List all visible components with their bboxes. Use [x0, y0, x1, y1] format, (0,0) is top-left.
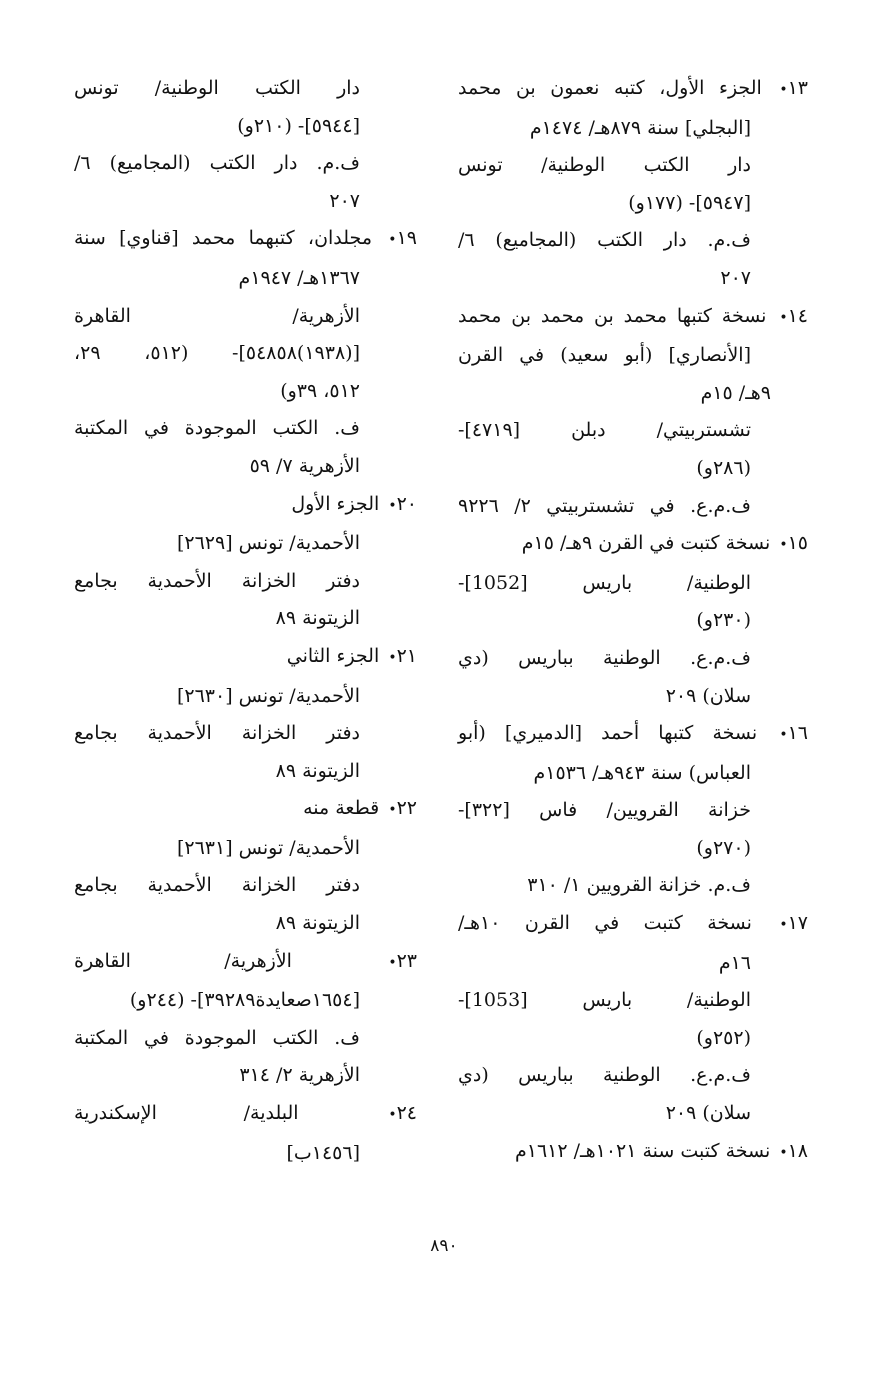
entry-text: (٢٧٠و)	[696, 836, 751, 859]
entry-text: ١٣٦٧هـ/ ١٩٤٧م	[238, 266, 360, 289]
entry-line	[458, 945, 808, 983]
bullet-icon: •	[388, 954, 397, 971]
entry-text: ف.م.ع. الوطنية بباريس (دي	[458, 646, 751, 669]
entry-number: ١٩	[396, 227, 417, 250]
entry-line	[74, 715, 417, 753]
entry-text: نسخة كتبها محمد بن محمد بن محمد	[458, 304, 767, 327]
entry-text: الأحمدية/ تونس [٢٦٣١]	[176, 836, 360, 859]
entry-line	[458, 412, 808, 450]
entry-line	[458, 830, 808, 868]
entry-line	[458, 488, 808, 526]
entry-text: [(١٩٣٨)٥٤٨٥٨]- (٥١٢، ٢٩،	[74, 342, 360, 365]
entry-line	[74, 410, 417, 448]
entry-line	[74, 373, 417, 411]
entry-line	[74, 260, 417, 298]
entry-text: ٢٠٧	[720, 266, 751, 289]
entry-text: الجزء الثاني	[286, 644, 380, 667]
entry-line	[458, 792, 808, 830]
entry-text: الأزهرية/ القاهرة	[74, 949, 292, 972]
catalog-entry	[74, 486, 417, 638]
entry-line	[74, 145, 417, 183]
entry-text: الأزهرية/ القاهرة	[74, 304, 360, 327]
right-column	[458, 70, 808, 1172]
catalog-entry	[458, 905, 808, 1133]
entry-line	[458, 565, 808, 603]
bullet-icon: •	[779, 727, 788, 744]
entry-first-line	[74, 220, 417, 260]
entry-text: [الأنصاري] (أبو سعيد) في القرن	[458, 344, 751, 367]
bullet-icon: •	[388, 497, 397, 514]
entry-text: دفتر الخزانة الأحمدية بجامع	[74, 722, 360, 745]
entry-line	[74, 108, 417, 146]
entry-first-line	[458, 1133, 808, 1173]
entry-text: نسخة كتبها أحمد [الدميري] (أبو	[458, 722, 758, 745]
entry-text: [البجلي] سنة ٨٧٩هـ/ ١٤٧٤م	[529, 116, 751, 139]
bullet-icon: •	[388, 1107, 397, 1124]
left-column	[74, 70, 417, 1172]
entry-number: ٢٤	[396, 1102, 417, 1125]
entry-text: سلان) ٢٠٩	[665, 684, 751, 707]
entry-line	[458, 337, 808, 375]
entry-text: (٢٣٠و)	[696, 609, 751, 632]
entry-text: الأحمدية/ تونس [٢٦٣٠]	[176, 684, 360, 707]
entry-line	[74, 70, 417, 108]
entry-text: الأزهرية ٧/ ٥٩	[249, 454, 360, 477]
entry-text: نسخة كتبت في القرن ١٠هـ/	[458, 912, 752, 935]
entry-line	[458, 222, 808, 260]
entry-number: ٢١	[396, 644, 417, 667]
entry-number: ١٣	[787, 77, 808, 99]
entry-text: ف.م.ع. في تشستربيتي ٢/ ٩٢٢٦	[458, 494, 751, 517]
entry-first-line	[74, 486, 417, 526]
bullet-icon: •	[779, 82, 788, 98]
entry-number: ٢٠	[396, 492, 417, 515]
bullet-icon: •	[388, 649, 397, 666]
entry-line	[458, 147, 808, 185]
catalog-entry	[458, 70, 808, 298]
entry-text: الجزء الأول	[291, 492, 380, 515]
entry-line	[74, 1020, 417, 1058]
catalog-entry	[458, 298, 808, 526]
entry-text: الزيتونة ٨٩	[275, 759, 360, 782]
entry-first-line	[74, 1095, 417, 1135]
bullet-icon: •	[388, 802, 397, 819]
entry-text: الوطنية/ باريس [1052]-	[458, 571, 751, 594]
entry-text: نسخة كتبت في القرن ٩هـ/ ١٥م	[521, 532, 771, 555]
entry-text: ف.م. دار الكتب (المجاميع) ٦/	[458, 229, 751, 252]
bullet-icon: •	[779, 917, 788, 934]
entry-number: ١٧	[787, 912, 808, 935]
entry-first-line	[74, 638, 417, 678]
entry-first-line	[458, 715, 808, 755]
bullet-icon: •	[388, 232, 397, 249]
entry-text: البلدية/ الإسكندرية	[74, 1102, 299, 1125]
entry-number: ١٦	[787, 722, 808, 745]
entry-line	[458, 1057, 808, 1095]
entry-text: [٥٩٤٧]- (١٧٧و)	[628, 191, 751, 214]
entry-line	[458, 450, 808, 488]
entry-number: ٢٣	[396, 949, 417, 972]
entry-text: ف. الكتب الموجودة في المكتبة	[74, 1026, 360, 1049]
entry-first-line	[458, 905, 808, 945]
entry-first-line	[458, 525, 808, 565]
entry-line	[458, 602, 808, 640]
entry-text: العباس) سنة ٩٤٣هـ/ ١٥٣٦م	[533, 761, 751, 784]
bullet-icon: •	[779, 1144, 788, 1161]
entry-text: [٥٩٤٤]- (٢١٠و)	[237, 114, 360, 137]
entry-line	[458, 110, 808, 148]
entry-text: ٥١٢، ٣٩و)	[280, 379, 360, 402]
entry-text: الأزهرية ٢/ ٣١٤	[239, 1064, 360, 1087]
entry-line	[74, 448, 417, 486]
catalog-entry	[458, 715, 808, 905]
entry-line	[74, 905, 417, 943]
entry-first-line	[74, 790, 417, 830]
entry-text: دفتر الخزانة الأحمدية بجامع	[74, 569, 360, 592]
entry-line	[74, 600, 417, 638]
bullet-icon: •	[779, 537, 788, 554]
entry-line	[458, 982, 808, 1020]
entry-line	[458, 1020, 808, 1058]
entry-number: ١٥	[787, 532, 808, 555]
entry-text: مجلدان، كتبهما محمد [قناوي] سنة	[74, 227, 372, 250]
catalog-entry	[74, 790, 417, 942]
catalog-entry	[458, 525, 808, 715]
entry-line	[74, 335, 417, 373]
entry-line	[458, 755, 808, 793]
entry-text: (٢٥٢و)	[696, 1026, 751, 1049]
entry-text: ٩هـ/ ١٥م	[700, 381, 771, 404]
entry-number: ١٤	[787, 304, 808, 327]
catalog-entry	[74, 943, 417, 1095]
bullet-icon: •	[779, 309, 788, 326]
entry-line	[74, 830, 417, 868]
entry-number: ١٨	[787, 1139, 808, 1162]
entry-text: ١٦م	[718, 951, 751, 974]
catalog-entry	[458, 1133, 808, 1173]
entry-text: [١٤٥٦ب]	[286, 1141, 360, 1164]
entry-line	[74, 183, 417, 221]
entry-text: دار الكتب الوطنية/ تونس	[458, 154, 751, 177]
entry-line	[74, 1135, 417, 1173]
entry-first-line	[458, 70, 808, 110]
entry-line	[74, 525, 417, 563]
entry-line	[458, 260, 808, 298]
entry-text: الجزء الأول، كتبه نعمون بن محمد	[458, 77, 762, 99]
entry-line	[458, 867, 808, 905]
entry-line	[74, 753, 417, 791]
entry-line	[458, 678, 808, 716]
entry-text: ٢٠٧	[329, 189, 360, 212]
entry-first-line	[458, 298, 808, 338]
entry-text: [١٦٥٤صعايدة٣٩٢٨٩]- (٢٤٤و)	[129, 989, 360, 1012]
entry-line	[458, 375, 808, 413]
entry-text: الزيتونة ٨٩	[275, 607, 360, 630]
entry-first-line	[74, 943, 417, 983]
entry-text: دار الكتب الوطنية/ تونس	[74, 77, 360, 99]
catalog-entry	[74, 1095, 417, 1172]
entry-text: ف.م. خزانة القرويين ١/ ٣١٠	[527, 874, 751, 897]
entry-line	[74, 1057, 417, 1095]
entry-text: خزانة القرويين/ فاس [٣٢٢]-	[458, 799, 751, 822]
entry-text: (٢٨٦و)	[696, 456, 751, 479]
entry-text: ف. الكتب الموجودة في المكتبة	[74, 417, 360, 440]
entry-text: الزيتونة ٨٩	[275, 912, 360, 935]
page-number: ٨٩٠	[430, 1236, 458, 1256]
entry-line	[74, 298, 417, 336]
entry-text: قطعة منه	[303, 797, 380, 820]
entry-line	[74, 982, 417, 1020]
catalog-entry	[74, 638, 417, 790]
entry-text: سلان) ٢٠٩	[665, 1102, 751, 1125]
entry-line	[458, 640, 808, 678]
entry-text: ف.م. دار الكتب (المجاميع) ٦/	[74, 152, 360, 175]
entry-text: ف.م.ع. الوطنية بباريس (دي	[458, 1064, 751, 1087]
entry-number: ٢٢	[396, 797, 417, 820]
entry-text: الأحمدية/ تونس [٢٦٢٩]	[176, 532, 360, 555]
entry-text: نسخة كتبت سنة ١٠٢١هـ/ ١٦١٢م	[514, 1139, 771, 1162]
catalog-entry	[74, 220, 417, 485]
entry-line	[74, 563, 417, 601]
entry-text: دفتر الخزانة الأحمدية بجامع	[74, 874, 360, 897]
entry-text: تشستربيتي/ دبلن [٤٧١٩]-	[458, 419, 751, 442]
entry-line	[458, 185, 808, 223]
entry-line	[74, 678, 417, 716]
entry-line	[74, 867, 417, 905]
catalog-entry	[74, 70, 417, 220]
entry-text: الوطنية/ باريس [1053]-	[458, 989, 751, 1012]
entry-line	[458, 1095, 808, 1133]
